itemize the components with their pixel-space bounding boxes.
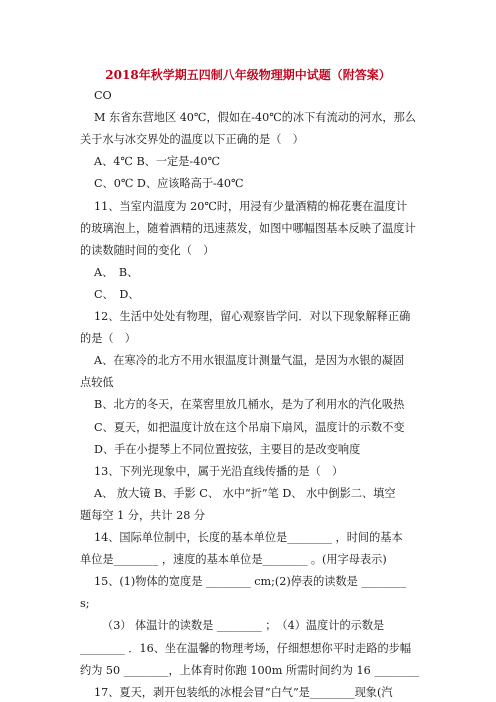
text-line: 点较低 — [80, 376, 114, 390]
text-line: C、夏天，如把温度计放在这个吊扇下扇风，温度计的示数不变 — [94, 420, 405, 434]
text-line: D、手在小提琴上不同位置按弦，主要目的是改变响度 — [94, 442, 361, 456]
text-line: 11、当室内温度为 20℃时，用浸有少量酒精的棉花裹在温度计 — [94, 199, 408, 213]
text-line: CO — [94, 89, 112, 102]
text-line: C、 D、 — [94, 287, 140, 301]
text-line: 约为 50 ________，上体育时你跑 100m 所需时间约为 16 ________ — [80, 663, 420, 677]
text-line: 14、国际单位制中，长度的基本单位是________ ，时间的基本 — [94, 531, 403, 544]
text-line: 题每空 1 分，共计 28 分 — [80, 508, 206, 522]
text-line: 17、夏天，剥开包装纸的冰棍会冒“白气”是________现象(汽 — [94, 685, 393, 699]
text-line: 单位是________ ，速度的基本单位是________ 。(用字母表示) — [80, 553, 387, 567]
text-line: M 东省东营地区 40℃，假如在-40℃的冰下有流动的河水，那么 — [94, 111, 416, 125]
text-line: A、 放大镜 B、手影 C、 水中“折”笔 D、 水中倒影二、填空 — [94, 486, 396, 500]
text-line: s; — [80, 597, 90, 611]
text-line: 15、(1)物体的宽度是 ________ cm;(2)停表的读数是 ________ — [94, 575, 407, 589]
text-line: B、北方的冬天，在菜窖里放几桶水，是为了利用水的汽化吸热 — [94, 398, 405, 412]
text-line: A、4℃ B、一定是-40℃ — [94, 155, 220, 169]
text-line: 的玻璃泡上，随着酒精的迅速蒸发，如图中哪幅图基本反映了温度计 — [80, 221, 416, 235]
document-title: 2018年秋学期五四制八年级物理期中试题（附答案） — [105, 68, 391, 82]
text-line: C、0℃ D、应该略高于-40℃ — [94, 177, 244, 191]
text-line: 12、生活中处处有物理，留心观察皆学问．对以下现象解释正确 — [94, 310, 411, 323]
text-line: （3） 体温计的读数是 ________ ； （4）温度计的示数是 — [102, 619, 385, 633]
text-line: 13、下列光现象中，属于光沿直线传播的是（ ） — [94, 464, 344, 478]
text-line: ________ ．16、坐在温馨的物理考场，仔细想想你平时走路的步幅 — [80, 641, 412, 655]
text-line: 的读数随时间的变化（ ） — [80, 243, 215, 257]
text-line: A、 B、 — [94, 265, 139, 279]
text-line: 关于水与冰交界处的温度以下正确的是（ ） — [80, 133, 304, 147]
text-line: A、在寒冷的北方不用水银温度计测量气温，是因为水银的凝固 — [94, 354, 405, 368]
text-line: 的是（ ） — [80, 332, 136, 346]
